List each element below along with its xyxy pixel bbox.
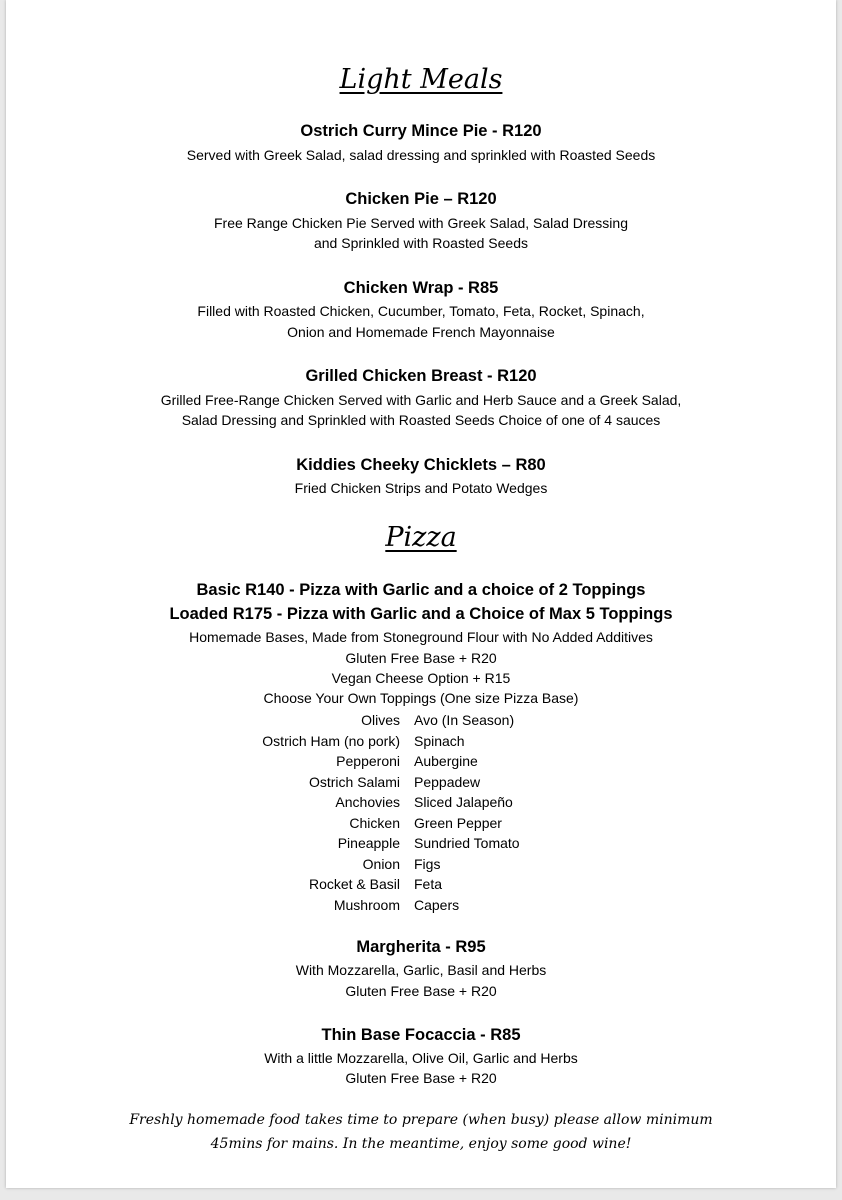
margherita-description: With Mozzarella, Garlic, Basil and Herbs <box>295 962 547 978</box>
menu-item-description: Onion and Homemade French Mayonnaise <box>287 324 555 340</box>
topping-left: Ostrich Ham (no pork) <box>262 732 400 749</box>
menu-item-title: Ostrich Curry Mince Pie - R120 <box>300 122 542 140</box>
topping-right: Feta <box>414 876 443 892</box>
menu-item-description: Fried Chicken Strips and Potato Wedges <box>294 480 548 496</box>
toppings-row <box>6 815 836 836</box>
menu-item-title: Chicken Pie – R120 <box>345 190 497 208</box>
toppings-row <box>6 835 836 856</box>
menu-item-description: Grilled Free-Range Chicken Served with Garlic and Herb Sauce and a Greek Salad, <box>160 392 682 408</box>
pizza-note: Homemade Bases, Made from Stoneground Flour with No Added Additives <box>189 629 653 645</box>
focaccia-note: Gluten Free Base + R20 <box>345 1070 497 1086</box>
pizza-loaded-option: Loaded R175 - Pizza with Garlic and a Choice of Max 5 Toppings <box>169 605 673 623</box>
topping-left: Mushroom <box>333 896 400 913</box>
toppings-row <box>6 897 836 918</box>
menu-item-description: Served with Greek Salad, salad dressing and sprinkled with Roasted Seeds <box>186 147 656 163</box>
margherita-note: Gluten Free Base + R20 <box>345 983 497 999</box>
pizza-note: Choose Your Own Toppings (One size Pizza Base) <box>263 690 579 706</box>
toppings-row <box>6 753 836 774</box>
topping-left: Ostrich Salami <box>308 773 400 790</box>
topping-right: Green Pepper <box>414 814 502 831</box>
light-meals-heading: Light Meals <box>339 64 503 95</box>
topping-right: Capers <box>414 896 460 913</box>
focaccia-description: With a little Mozzarella, Olive Oil, Garlic and Herbs <box>264 1050 578 1066</box>
pizza-note: Vegan Cheese Option + R15 <box>331 670 511 686</box>
topping-right: Spinach <box>414 732 465 749</box>
toppings-row <box>6 856 836 877</box>
topping-left: Onion <box>362 855 400 872</box>
toppings-row <box>6 794 836 815</box>
pizza-note: Gluten Free Base + R20 <box>345 650 497 666</box>
toppings-row <box>6 712 836 733</box>
menu-item-title: Chicken Wrap - R85 <box>343 279 499 297</box>
menu-item-description: Free Range Chicken Pie Served with Greek Salad, Salad Dressing <box>214 215 628 231</box>
toppings-row <box>6 733 836 754</box>
topping-right: Aubergine <box>414 753 478 769</box>
topping-right: Figs <box>414 855 441 872</box>
topping-right: Avo (In Season) <box>414 712 515 728</box>
footnote: Freshly homemade food takes time to prepare (when busy) please allow minimum <box>129 1112 713 1128</box>
menu-page <box>6 0 836 1188</box>
topping-left: Anchovies <box>335 794 400 810</box>
toppings-row <box>6 876 836 897</box>
topping-left: Rocket & Basil <box>308 876 400 892</box>
menu-item-title: Kiddies Cheeky Chicklets – R80 <box>296 456 546 474</box>
topping-left: Chicken <box>349 814 400 831</box>
toppings-row <box>6 774 836 795</box>
topping-left: Pineapple <box>337 835 400 851</box>
topping-left: Pepperoni <box>336 753 400 769</box>
focaccia-title: Thin Base Focaccia - R85 <box>321 1026 521 1044</box>
pizza-basic-option: Basic R140 - Pizza with Garlic and a choice of 2 Toppings <box>196 581 646 599</box>
menu-item-title: Grilled Chicken Breast - R120 <box>305 367 537 385</box>
pizza-heading: Pizza <box>385 522 457 553</box>
topping-right: Sundried Tomato <box>414 835 520 851</box>
menu-item-description: Salad Dressing and Sprinkled with Roasted Seeds Choice of one of 4 sauces <box>181 412 661 428</box>
menu-item-description: and Sprinkled with Roasted Seeds <box>313 235 529 251</box>
menu-item-description: Filled with Roasted Chicken, Cucumber, Tomato, Feta, Rocket, Spinach, <box>197 303 645 319</box>
margherita-title: Margherita - R95 <box>356 938 486 956</box>
footnote: 45mins for mains. In the meantime, enjoy some good wine! <box>210 1136 632 1152</box>
topping-right: Sliced Jalapeño <box>414 794 513 810</box>
toppings-list <box>6 712 836 917</box>
topping-right: Peppadew <box>414 773 481 790</box>
topping-left: Olives <box>361 712 400 728</box>
